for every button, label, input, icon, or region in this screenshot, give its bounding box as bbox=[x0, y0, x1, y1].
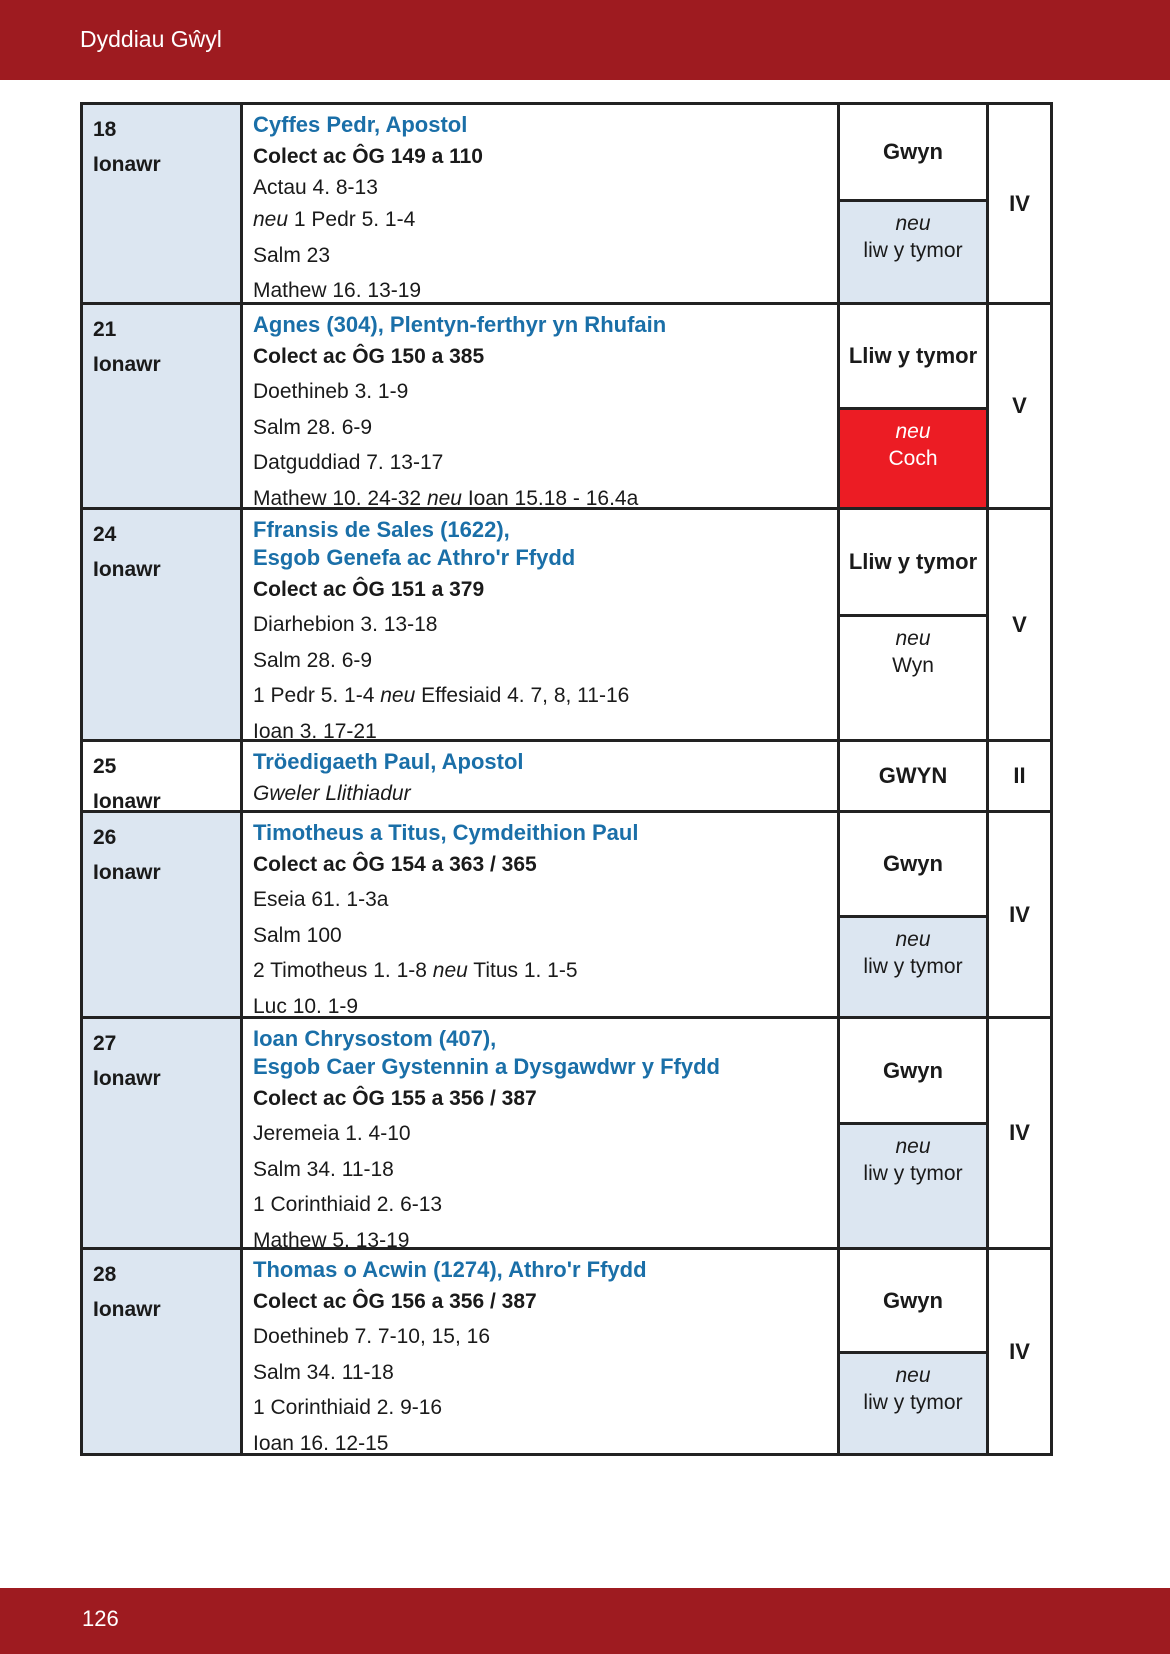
table-row bbox=[83, 507, 1050, 743]
liturgical-colour-cell bbox=[840, 305, 989, 507]
reading-text: Actau 4. 8-13 bbox=[253, 176, 378, 199]
observance-class: V bbox=[1012, 611, 1027, 637]
reading-text: 1 Pedr 5. 1-4 bbox=[253, 684, 381, 707]
collect-reference: Colect ac ÔG 150 a 385 bbox=[253, 345, 485, 368]
primary-colour-label: Gwyn bbox=[883, 1057, 943, 1083]
reading-line bbox=[253, 1355, 827, 1391]
reading-text: Salm 100 bbox=[253, 923, 342, 947]
reading-text: Mathew 10. 24-32 bbox=[253, 486, 427, 510]
observance-title: Timotheus a Titus, Cymdeithion Paul bbox=[253, 820, 639, 845]
observance-title: Agnes (304), Plentyn-ferthyr yn Rhufain bbox=[253, 312, 667, 337]
month-name: Ionawr bbox=[93, 1067, 161, 1090]
observance-class: II bbox=[1013, 763, 1026, 788]
reading-text: Mathew 5. 13-19 bbox=[253, 1228, 410, 1252]
day-number: 26 bbox=[93, 826, 117, 849]
month-name: Ionawr bbox=[93, 353, 161, 376]
observance-class: IV bbox=[1009, 190, 1030, 216]
collect-reference: Colect ac ÔG 151 a 379 bbox=[253, 578, 485, 601]
reading-text: Ioan 16. 12-15 bbox=[253, 1431, 389, 1455]
primary-colour bbox=[840, 813, 986, 915]
alternative-colour-label: liw y tymor bbox=[863, 1162, 963, 1185]
collect-reference: Colect ac ÔG 156 a 356 / 387 bbox=[253, 1290, 537, 1313]
reading-line bbox=[253, 273, 827, 309]
reading-text: Salm 34. 11-18 bbox=[253, 1360, 394, 1384]
primary-colour bbox=[840, 1250, 986, 1351]
liturgical-colour-cell bbox=[840, 742, 989, 810]
reading-line bbox=[253, 374, 827, 410]
day-number: 18 bbox=[93, 118, 117, 141]
observance-cell bbox=[243, 742, 840, 810]
reading-text: Salm 28. 6-9 bbox=[253, 648, 373, 672]
table-row bbox=[83, 1016, 1050, 1252]
observance-title: Cyffes Pedr, Apostol bbox=[253, 112, 468, 137]
table-row bbox=[83, 1247, 1050, 1453]
reading-text: Doethineb 3. 1-9 bbox=[253, 380, 409, 403]
primary-colour bbox=[840, 305, 986, 407]
primary-colour-label: Gwyn bbox=[883, 139, 943, 164]
reading-line bbox=[253, 1390, 827, 1426]
running-header-title: Dyddiau Gŵyl bbox=[80, 26, 222, 52]
primary-colour-label: Gwyn bbox=[883, 1287, 943, 1313]
reading-text: Datguddiad 7. 13-17 bbox=[253, 451, 444, 474]
reading-text: Jeremeia 1. 4-10 bbox=[253, 1122, 411, 1145]
reading-text: 1 Pedr 5. 1-4 bbox=[288, 208, 416, 231]
see-lectionary-note: Gweler Llithiadur bbox=[253, 782, 411, 805]
reading-text: Salm 28. 6-9 bbox=[253, 415, 373, 439]
observance-title: Thomas o Acwin (1274), Athro'r Ffydd bbox=[253, 1257, 647, 1282]
date-cell bbox=[83, 510, 243, 739]
alternative-marker: neu bbox=[895, 627, 931, 650]
page-number: 126 bbox=[82, 1606, 119, 1631]
date-cell bbox=[83, 742, 243, 813]
observance-class-cell bbox=[989, 1019, 1050, 1247]
reading-line bbox=[253, 1187, 827, 1223]
alternative-colour bbox=[840, 915, 986, 1016]
observance-title: Esgob Caer Gystennin a Dysgawdwr y Ffydd bbox=[253, 1054, 720, 1079]
reading-line bbox=[253, 678, 827, 714]
reading-text: Diarhebion 3. 13-18 bbox=[253, 613, 438, 636]
liturgical-colour-cell bbox=[840, 105, 989, 302]
day-number: 27 bbox=[93, 1032, 117, 1055]
collect-reference: Colect ac ÔG 155 a 356 / 387 bbox=[253, 1087, 537, 1110]
observance-cell bbox=[243, 1019, 840, 1252]
footer-band bbox=[0, 1588, 1170, 1654]
date-cell bbox=[83, 1019, 243, 1247]
observance-class-cell bbox=[989, 742, 1050, 810]
observance-title: Ioan Chrysostom (407), bbox=[253, 1026, 497, 1051]
reading-text: Eseia 61. 1-3a bbox=[253, 888, 389, 911]
reading-line bbox=[253, 953, 827, 989]
primary-colour-label: Lliw y tymor bbox=[848, 549, 978, 574]
reading-line bbox=[253, 174, 827, 202]
reading-text: 2 Timotheus 1. 1-8 bbox=[253, 959, 433, 982]
date-cell bbox=[83, 813, 243, 1016]
reading-line bbox=[253, 445, 827, 481]
reading-line bbox=[253, 1152, 827, 1188]
date-cell bbox=[83, 1250, 243, 1453]
alternative-colour bbox=[840, 199, 986, 302]
reading-line bbox=[253, 410, 827, 446]
reading-line bbox=[253, 1116, 827, 1152]
alternative-colour-label: Wyn bbox=[892, 654, 934, 677]
primary-colour-label: Lliw y tymor bbox=[848, 343, 978, 368]
alternative-colour bbox=[840, 1351, 986, 1453]
day-number: 25 bbox=[93, 755, 117, 778]
day-number: 24 bbox=[93, 523, 117, 546]
alternative-colour-label: liw y tymor bbox=[863, 955, 963, 978]
day-number: 21 bbox=[93, 318, 117, 341]
alternative-marker: neu bbox=[895, 928, 931, 951]
observance-class-cell bbox=[989, 1250, 1050, 1453]
reading-line bbox=[253, 202, 827, 238]
header-band bbox=[0, 0, 1170, 80]
reading-line bbox=[253, 238, 827, 274]
month-name: Ionawr bbox=[93, 790, 161, 813]
observance-class: IV bbox=[1009, 1120, 1030, 1145]
reading-line bbox=[253, 882, 827, 918]
alternative-marker: neu bbox=[895, 420, 931, 443]
reading-text: Salm 34. 11-18 bbox=[253, 1157, 394, 1181]
reading-line bbox=[253, 1319, 827, 1355]
reading-text: 1 Corinthiaid 2. 9-16 bbox=[253, 1396, 443, 1419]
liturgical-colour-cell bbox=[840, 1250, 989, 1453]
reading-line bbox=[253, 1426, 827, 1462]
primary-colour bbox=[840, 510, 986, 614]
reading-text: Ioan 15.18 - 16.4a bbox=[461, 486, 639, 510]
reading-text: Salm 23 bbox=[253, 243, 331, 267]
date-cell bbox=[83, 305, 243, 507]
alternative-colour-label: Coch bbox=[888, 447, 938, 470]
collect-reference: Colect ac ÔG 149 a 110 bbox=[253, 145, 483, 168]
table-row bbox=[83, 810, 1050, 1016]
reading-line bbox=[253, 607, 827, 643]
liturgical-colour-cell bbox=[840, 1019, 989, 1247]
reading-text: Effesiaid 4. 7, 8, 11-16 bbox=[415, 684, 630, 707]
collect-reference: Colect ac ÔG 154 a 363 / 365 bbox=[253, 853, 537, 876]
observance-class-cell bbox=[989, 105, 1050, 302]
alternative-marker: neu bbox=[253, 208, 289, 231]
observance-cell bbox=[243, 510, 840, 743]
feast-days-table bbox=[80, 102, 1053, 1456]
observance-cell bbox=[243, 305, 840, 510]
alternative-colour-label: liw y tymor bbox=[863, 239, 963, 262]
table-row bbox=[83, 739, 1050, 813]
alternative-colour bbox=[840, 1122, 986, 1247]
observance-title: Tröedigaeth Paul, Apostol bbox=[253, 749, 524, 774]
date-cell bbox=[83, 105, 243, 302]
reading-line bbox=[253, 918, 827, 954]
alternative-marker: neu bbox=[895, 1135, 931, 1158]
table-row bbox=[83, 105, 1050, 302]
observance-cell bbox=[243, 1250, 840, 1453]
observance-class: IV bbox=[1009, 901, 1030, 927]
observance-class-cell bbox=[989, 813, 1050, 1016]
reading-text: Titus 1. 1-5 bbox=[467, 959, 578, 982]
month-name: Ionawr bbox=[93, 558, 161, 581]
reading-text: Luc 10. 1-9 bbox=[253, 994, 359, 1018]
observance-class-cell bbox=[989, 305, 1050, 507]
alternative-marker: neu bbox=[895, 1364, 931, 1387]
observance-class: V bbox=[1012, 393, 1027, 418]
observance-class-cell bbox=[989, 510, 1050, 739]
liturgical-colour-cell bbox=[840, 813, 989, 1016]
liturgical-colour-cell bbox=[840, 510, 989, 739]
observance-cell bbox=[243, 813, 840, 1016]
alternative-marker: neu bbox=[895, 212, 931, 235]
primary-colour bbox=[840, 742, 986, 810]
reading-line bbox=[253, 643, 827, 679]
alternative-marker: neu bbox=[380, 684, 416, 707]
month-name: Ionawr bbox=[93, 1298, 161, 1321]
alternative-marker: neu bbox=[432, 959, 468, 982]
month-name: Ionawr bbox=[93, 861, 161, 884]
primary-colour bbox=[840, 105, 986, 199]
reading-text: 1 Corinthiaid 2. 6-13 bbox=[253, 1193, 443, 1216]
observance-class: IV bbox=[1009, 1338, 1030, 1364]
observance-title: Esgob Genefa ac Athro'r Ffydd bbox=[253, 545, 576, 570]
primary-colour-label: GWYN bbox=[878, 763, 948, 788]
primary-colour bbox=[840, 1019, 986, 1122]
day-number: 28 bbox=[93, 1263, 117, 1286]
alternative-colour-label: liw y tymor bbox=[863, 1391, 963, 1414]
reading-text: Doethineb 7. 7-10, 15, 16 bbox=[253, 1325, 491, 1348]
table-row bbox=[83, 302, 1050, 510]
alternative-marker: neu bbox=[426, 486, 462, 510]
alternative-colour bbox=[840, 407, 986, 507]
primary-colour-label: Gwyn bbox=[883, 851, 943, 876]
alternative-colour bbox=[840, 614, 986, 739]
reading-text: Ioan 3. 17-21 bbox=[253, 719, 377, 743]
month-name: Ionawr bbox=[93, 153, 161, 176]
observance-title: Ffransis de Sales (1622), bbox=[253, 517, 510, 542]
reading-text: Mathew 16. 13-19 bbox=[253, 279, 422, 302]
observance-cell bbox=[243, 105, 840, 302]
